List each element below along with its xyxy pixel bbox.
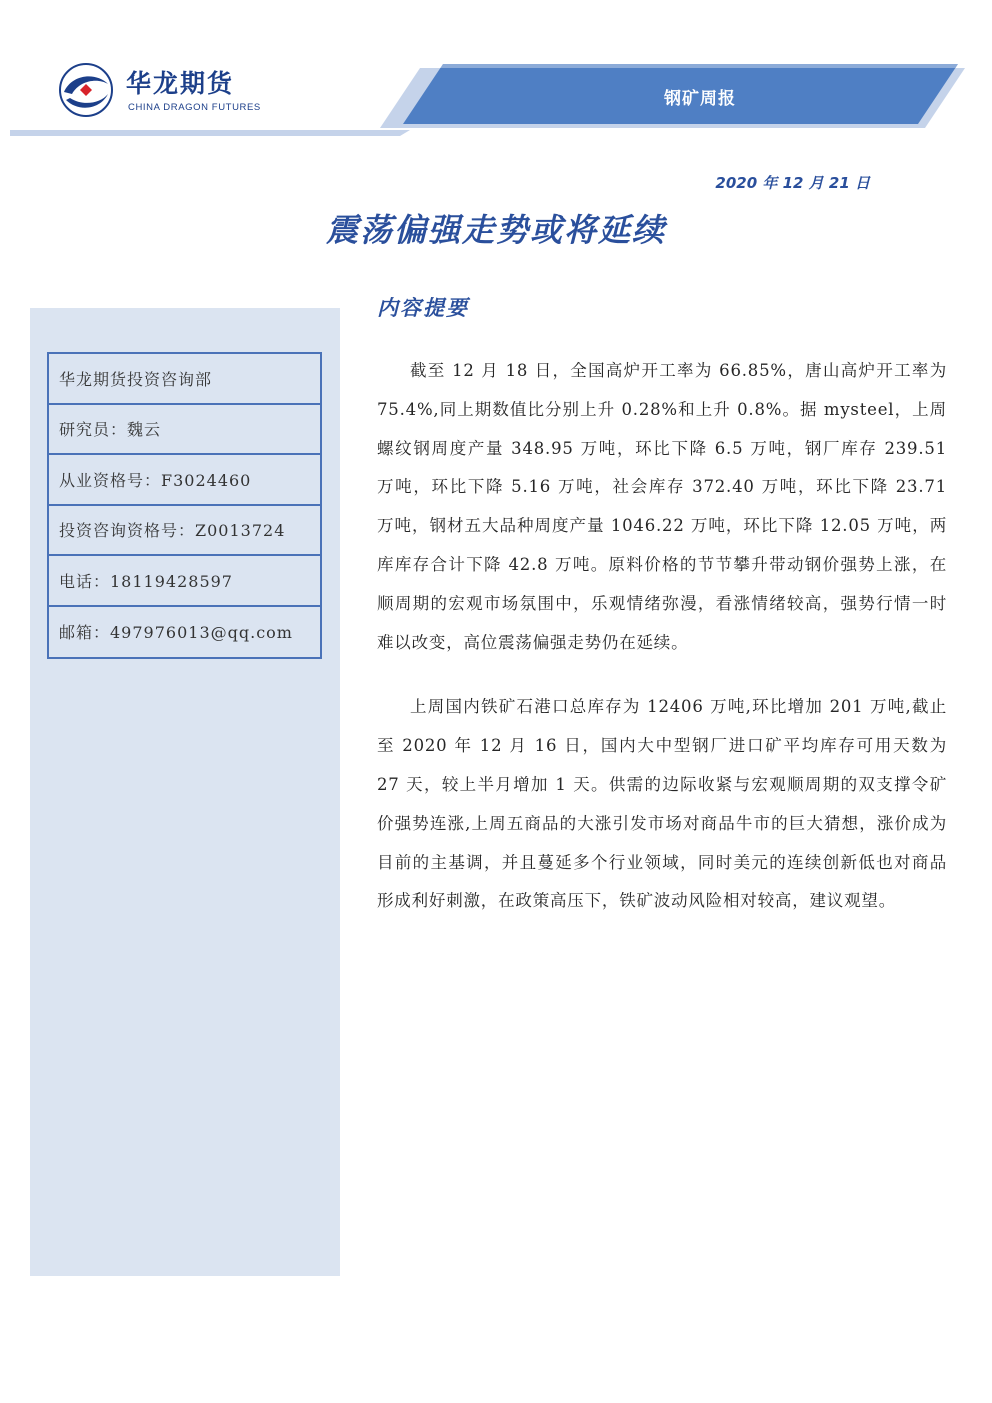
summary-content xyxy=(377,352,947,921)
dragon-logo-icon xyxy=(58,62,114,118)
summary-heading: 内容提要 xyxy=(377,295,469,320)
summary-paragraph-steel: 截至 12 月 18 日，全国高炉开工率为 66.85%，唐山高炉开工率为 75.4%,同上期数值比分别上升 0.28%和上升 0.8%。据 mysteel，上周螺纹钢周度产量 348.95 万吨，环比下降 6.5 万吨，钢厂库存 239.51 万吨，环比下降 5.16 万吨，社会库存 372.40 万吨，环比下降 23.71 万吨，钢材五大品种周度产量 1046.22 万吨，环比下降 12.05 万吨，两库库存合计下降 42.8 万吨。原料价格的节节攀升带动钢价强势上涨，在顺周期的宏观市场氛围中，乐观情绪弥漫，看涨情绪较高，强势行情一时难以改变，高位震荡偏强走势仍在延续。 xyxy=(377,361,947,652)
consulting-qualification-row: 投资咨询资格号：Z0013724 xyxy=(49,506,320,557)
phone-row: 电话：18119428597 xyxy=(49,556,320,607)
researcher-row: 研究员：魏云 xyxy=(49,405,320,456)
summary-paragraph-iron-ore: 上周国内铁矿石港口总库存为 12406 万吨,环比增加 201 万吨,截止至 2020 年 12 月 16 日，国内大中型钢厂进口矿平均库存可用天数为 27 天，较上半月增加 1 天。供需的边际收紧与宏观顺周期的双支撑令矿价强势连涨,上周五商品的大涨引发市场对商品牛市的巨大猜想，涨价成为目前的主基调，并且蔓延多个行业领域，同时美元的连续创新低也对商品形成利好刺激，在政策高压下，铁矿波动风险相对较高，建议观望。 xyxy=(377,697,947,911)
qualification-number-row: 从业资格号：F3024460 xyxy=(49,455,320,506)
report-title: 震荡偏强走势或将延续 xyxy=(325,211,666,249)
email-row: 邮箱：497976013@qq.com xyxy=(59,623,293,643)
department-row: 华龙期货投资咨询部 xyxy=(49,354,320,405)
logo-chinese-name: 华龙期货 xyxy=(126,69,235,98)
contact-info-table xyxy=(47,352,322,659)
report-header xyxy=(0,0,992,140)
report-date: 2020 年 12 月 21 日 xyxy=(715,174,870,192)
report-type-label: 钢矿周报 xyxy=(664,89,736,109)
company-logo xyxy=(58,60,261,120)
logo-english-name: CHINA DRAGON FUTURES xyxy=(128,102,261,113)
